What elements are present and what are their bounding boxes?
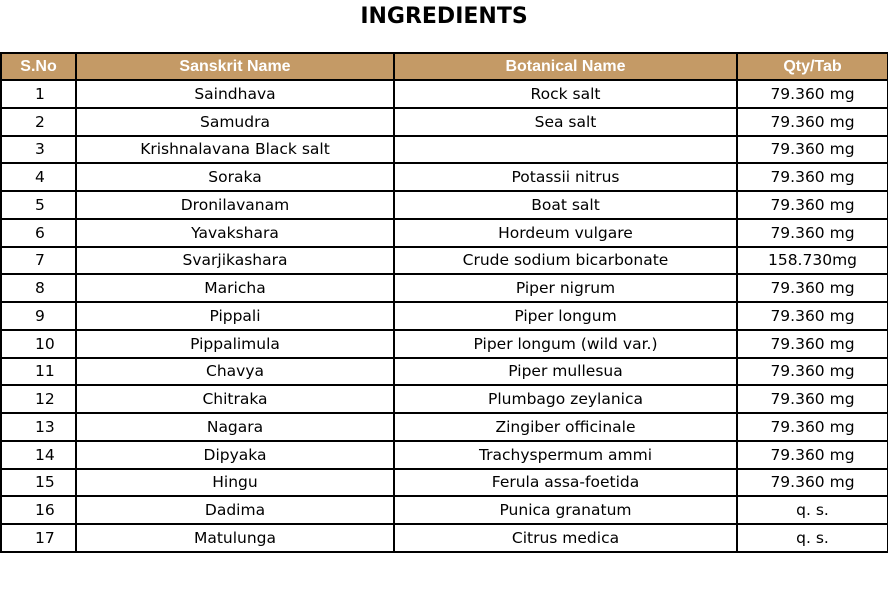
table-row (1, 524, 888, 552)
cell-sno: 14 (1, 441, 76, 469)
header-qty-tab: Qty/Tab (737, 53, 888, 80)
cell-qty-tab: 79.360 mg (737, 385, 888, 413)
cell-sno: 9 (1, 302, 76, 330)
cell-botanical-name: Piper longum (wild var.) (394, 330, 737, 358)
cell-sanskrit-name: Pippali (76, 302, 394, 330)
cell-qty-tab: q. s. (737, 496, 888, 524)
cell-botanical-name: Piper mullesua (394, 358, 737, 386)
cell-botanical-name: Plumbago zeylanica (394, 385, 737, 413)
cell-qty-tab: 79.360 mg (737, 441, 888, 469)
cell-sno: 17 (1, 524, 76, 552)
cell-qty-tab: 79.360 mg (737, 136, 888, 164)
table-row (1, 413, 888, 441)
cell-sanskrit-name: Krishnalavana Black salt (76, 136, 394, 164)
cell-qty-tab: q. s. (737, 524, 888, 552)
cell-botanical-name: Piper nigrum (394, 274, 737, 302)
cell-sanskrit-name: Dronilavanam (76, 191, 394, 219)
table-row (1, 274, 888, 302)
cell-sanskrit-name: Pippalimula (76, 330, 394, 358)
cell-qty-tab: 79.360 mg (737, 358, 888, 386)
cell-qty-tab: 79.360 mg (737, 302, 888, 330)
header-botanical-name: Botanical Name (394, 53, 737, 80)
cell-qty-tab: 79.360 mg (737, 330, 888, 358)
cell-sno: 8 (1, 274, 76, 302)
cell-qty-tab: 79.360 mg (737, 163, 888, 191)
table-row (1, 108, 888, 136)
cell-botanical-name: Citrus medica (394, 524, 737, 552)
cell-botanical-name: Rock salt (394, 80, 737, 108)
cell-sanskrit-name: Nagara (76, 413, 394, 441)
header-sanskrit-name: Sanskrit Name (76, 53, 394, 80)
cell-qty-tab: 79.360 mg (737, 469, 888, 497)
table-row (1, 302, 888, 330)
cell-sno: 16 (1, 496, 76, 524)
table-header-row (1, 53, 888, 80)
cell-sno: 2 (1, 108, 76, 136)
cell-botanical-name: Piper longum (394, 302, 737, 330)
table-row (1, 496, 888, 524)
cell-qty-tab: 79.360 mg (737, 413, 888, 441)
cell-qty-tab: 79.360 mg (737, 80, 888, 108)
cell-botanical-name: Hordeum vulgare (394, 219, 737, 247)
table-row (1, 358, 888, 386)
table-row (1, 247, 888, 275)
table-body (1, 80, 888, 552)
cell-sanskrit-name: Chavya (76, 358, 394, 386)
cell-sanskrit-name: Svarjikashara (76, 247, 394, 275)
page-title: INGREDIENTS (360, 4, 528, 29)
cell-botanical-name (394, 136, 737, 164)
cell-qty-tab: 79.360 mg (737, 274, 888, 302)
table-row (1, 385, 888, 413)
cell-sno: 7 (1, 247, 76, 275)
cell-sanskrit-name: Matulunga (76, 524, 394, 552)
ingredients-table (0, 52, 888, 553)
cell-botanical-name: Zingiber officinale (394, 413, 737, 441)
cell-botanical-name: Punica granatum (394, 496, 737, 524)
header-sno: S.No (1, 53, 76, 80)
cell-sanskrit-name: Dadima (76, 496, 394, 524)
table-row (1, 219, 888, 247)
table-row (1, 136, 888, 164)
table-row (1, 80, 888, 108)
cell-sno: 3 (1, 136, 76, 164)
cell-sanskrit-name: Saindhava (76, 80, 394, 108)
cell-sanskrit-name: Soraka (76, 163, 394, 191)
cell-botanical-name: Trachyspermum ammi (394, 441, 737, 469)
cell-sanskrit-name: Dipyaka (76, 441, 394, 469)
cell-sanskrit-name: Maricha (76, 274, 394, 302)
table-row (1, 191, 888, 219)
cell-qty-tab: 79.360 mg (737, 108, 888, 136)
cell-sno: 13 (1, 413, 76, 441)
cell-sanskrit-name: Samudra (76, 108, 394, 136)
cell-botanical-name: Boat salt (394, 191, 737, 219)
table-row (1, 163, 888, 191)
cell-botanical-name: Ferula assa-foetida (394, 469, 737, 497)
table-row (1, 330, 888, 358)
cell-qty-tab: 79.360 mg (737, 219, 888, 247)
cell-sanskrit-name: Chitraka (76, 385, 394, 413)
cell-sno: 1 (1, 80, 76, 108)
cell-sno: 15 (1, 469, 76, 497)
cell-sno: 6 (1, 219, 76, 247)
cell-qty-tab: 158.730mg (737, 247, 888, 275)
cell-sanskrit-name: Yavakshara (76, 219, 394, 247)
cell-sno: 11 (1, 358, 76, 386)
cell-sno: 10 (1, 330, 76, 358)
table-row (1, 469, 888, 497)
cell-botanical-name: Crude sodium bicarbonate (394, 247, 737, 275)
cell-sno: 4 (1, 163, 76, 191)
cell-botanical-name: Sea salt (394, 108, 737, 136)
cell-qty-tab: 79.360 mg (737, 191, 888, 219)
cell-sno: 5 (1, 191, 76, 219)
cell-sanskrit-name: Hingu (76, 469, 394, 497)
cell-sno: 12 (1, 385, 76, 413)
table-row (1, 441, 888, 469)
cell-botanical-name: Potassii nitrus (394, 163, 737, 191)
